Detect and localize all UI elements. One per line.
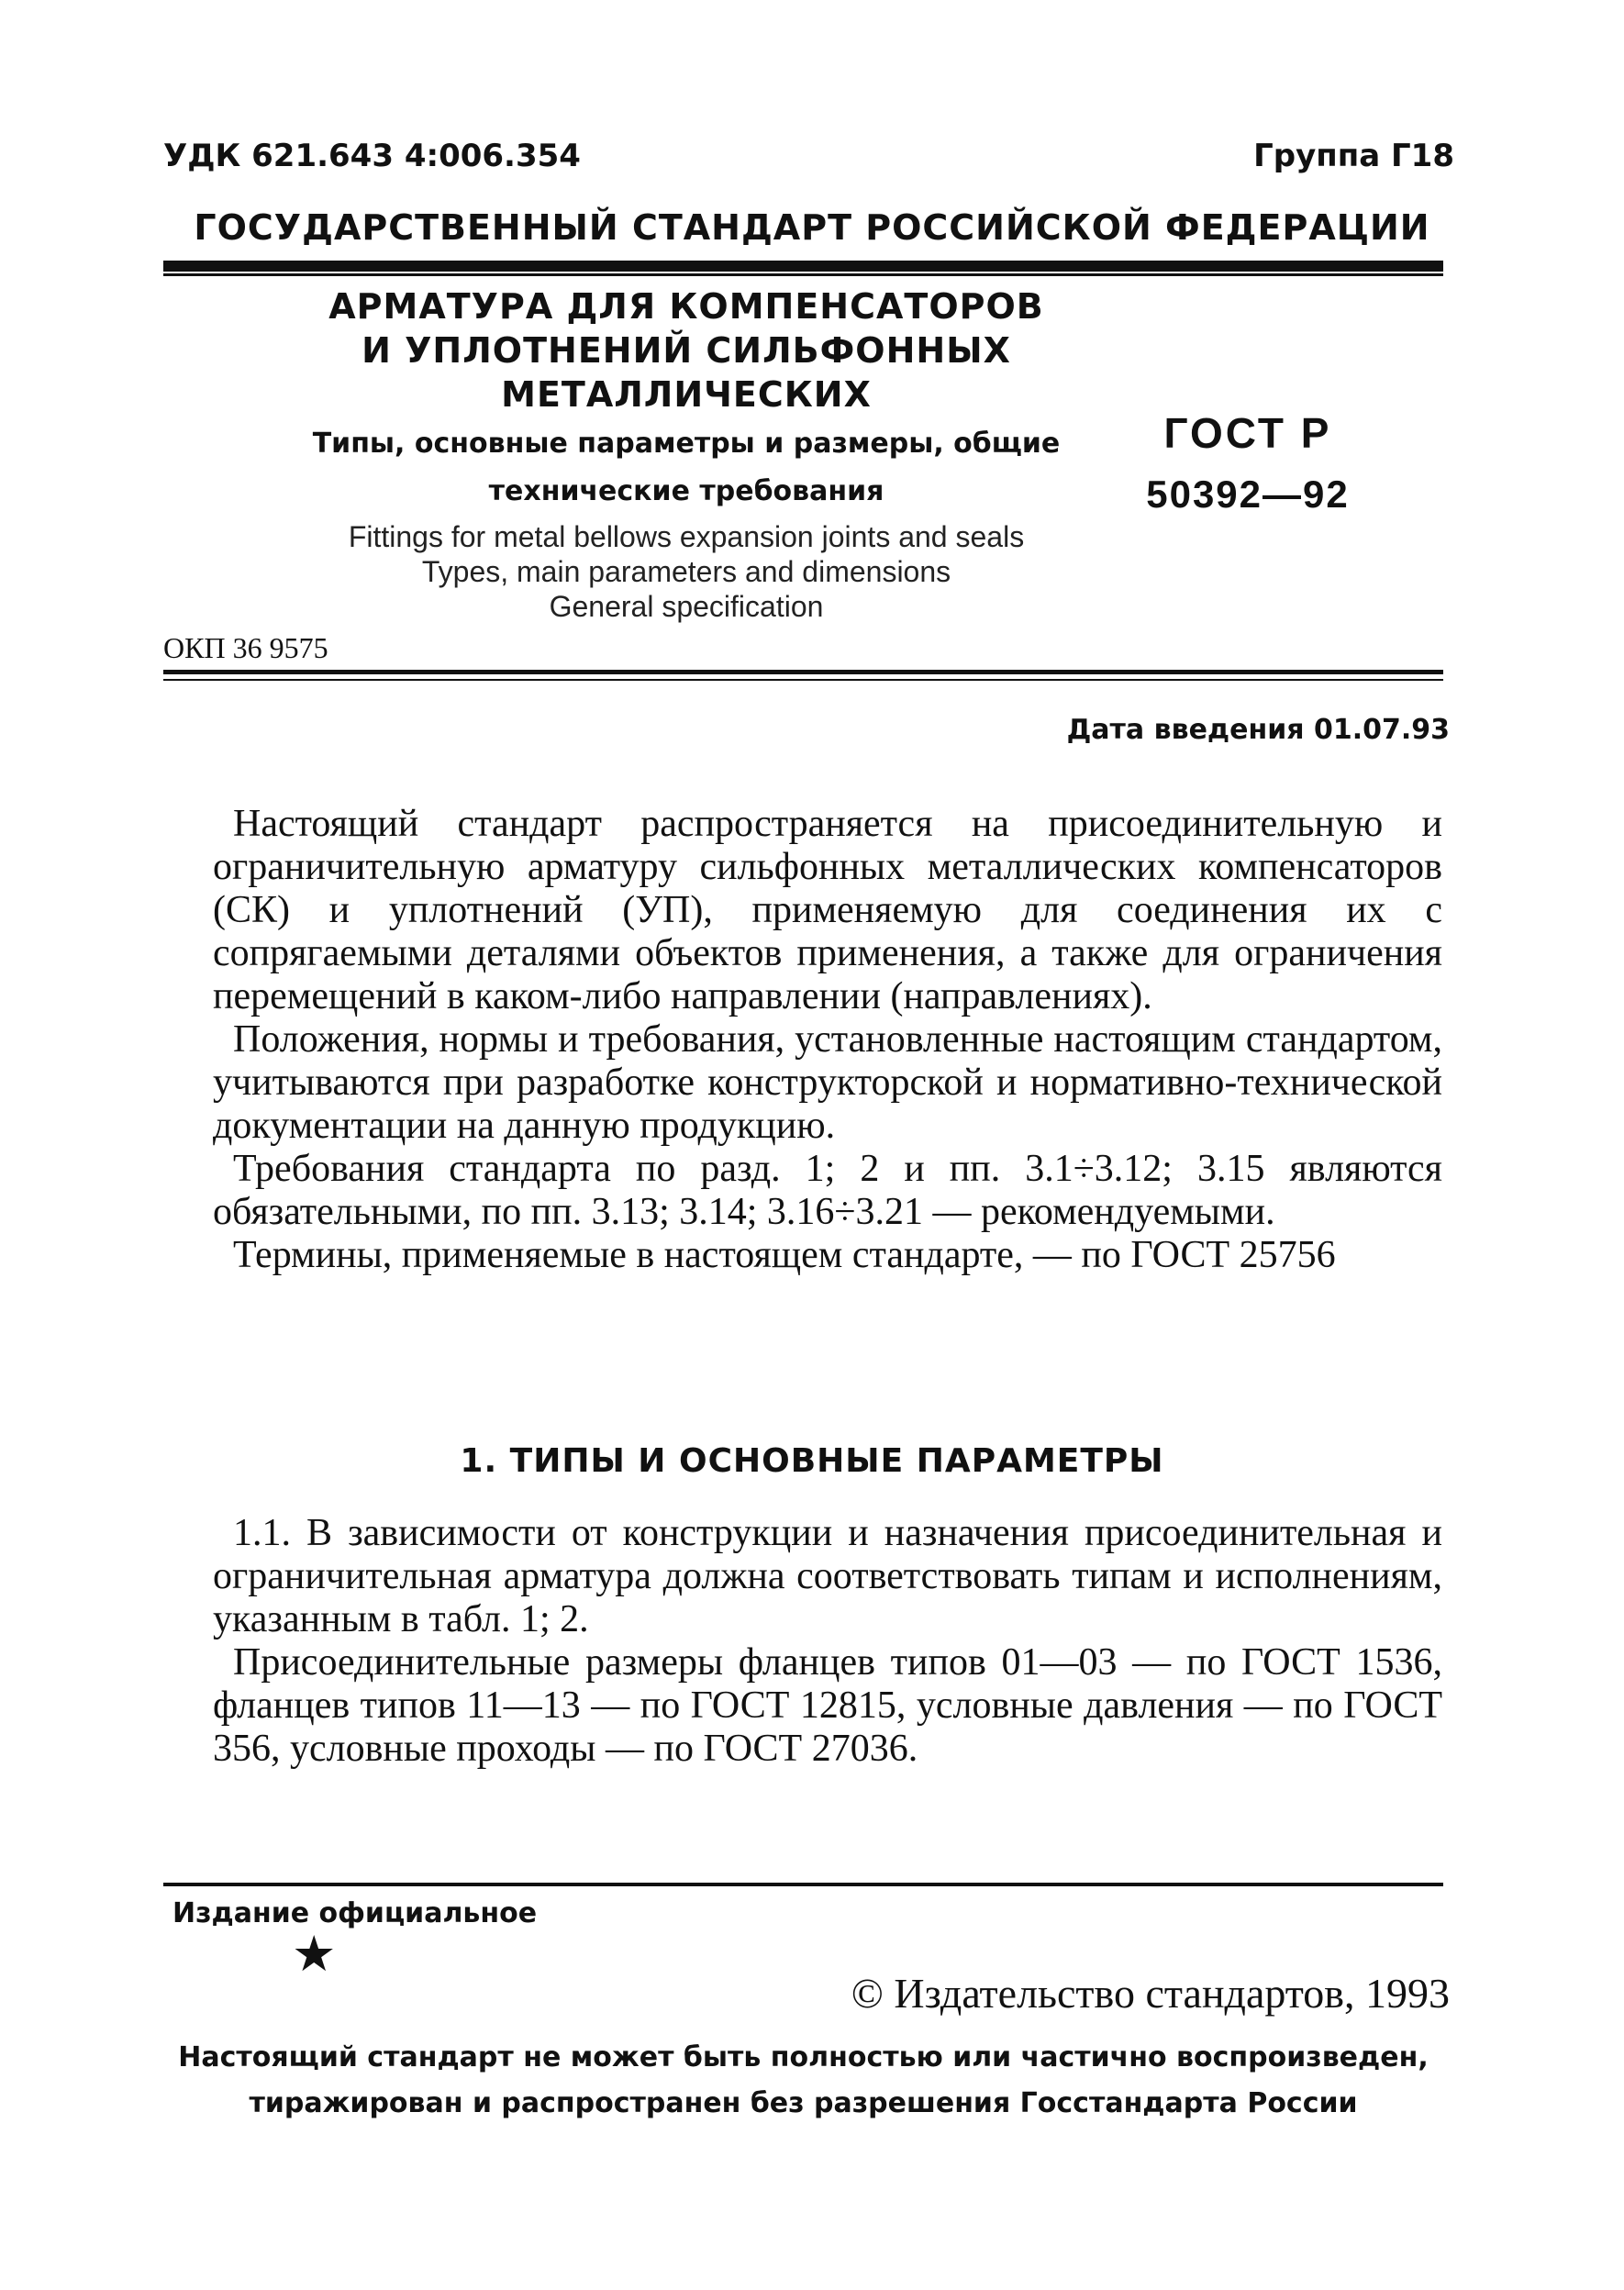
- english-title: [163, 519, 1209, 624]
- intro-text: [213, 803, 1442, 1277]
- document-title: [163, 284, 1209, 417]
- introduction-date: Дата введения 01.07.93: [1066, 714, 1450, 746]
- title-line-2: И УПЛОТНЕНИЙ СИЛЬФОННЫХ: [362, 330, 1011, 371]
- paragraph-requirements: Требования стандарта по разд. 1; 2 и пп. 3.1÷3.12; 3.15 являются обязательными, по пп. 3.13; 3.14; 3.16÷3.21 — рекомендуемыми.: [213, 1148, 1442, 1233]
- gost-number: 50392—92: [1146, 472, 1350, 516]
- star-icon: ★: [292, 1927, 337, 1982]
- english-line-3: General specification: [549, 590, 824, 623]
- section-heading: 1. ТИПЫ И ОСНОВНЫЕ ПАРАМЕТРЫ: [460, 1442, 1164, 1480]
- official-edition: Издание официальное: [172, 1897, 538, 1929]
- paragraph-1-1: 1.1. В зависимости от конструкции и назначения присоединительная и ограничительная арматура должна соответствовать типам и исполнениям, указанным в табл. 1; 2.: [213, 1512, 1442, 1640]
- okp-code: ОКП 36 9575: [163, 631, 328, 664]
- header-rule-thin: [163, 273, 1443, 276]
- english-line-1: Fittings for metal bellows expansion joints and seals: [348, 520, 1025, 553]
- paragraph-provisions: Положения, нормы и требования, установленные настоящим стандартом, учитываются при разработке конструкторской и нормативно-технической документации на данную продукцию.: [213, 1018, 1442, 1147]
- title-line-1: АРМАТУРА ДЛЯ КОМПЕНСАТОРОВ: [328, 286, 1044, 327]
- subtitle-line-1: Типы, основные параметры и размеры, общие: [312, 428, 1061, 460]
- copyright: © Издательство стандартов, 1993: [851, 1970, 1450, 2017]
- title-rule-thin: [163, 679, 1443, 681]
- group-code: Группа Г18: [1253, 138, 1454, 174]
- paragraph-scope: Настоящий стандарт распространяется на присоединительную и ограничительную арматуру сильфонных металлических компенсаторов (СК) и уплотнений (УП), применяемую для соединения их с сопрягаемыми деталями объектов применения, а также для ограничения перемещений в каком-либо направлении (направлениях).: [213, 803, 1442, 1017]
- english-line-2: Types, main parameters and dimensions: [421, 555, 951, 588]
- notice-line-1: Настоящий стандарт не может быть полностью или частично воспроизведен,: [178, 2041, 1429, 2073]
- title-rule-thick: [163, 670, 1443, 674]
- title-line-3: МЕТАЛЛИЧЕСКИХ: [501, 374, 872, 415]
- paragraph-terms: Термины, применяемые в настоящем стандарте, — по ГОСТ 25756: [233, 1234, 1336, 1276]
- paragraph-dimensions: Присоединительные размеры фланцев типов 01—03 — по ГОСТ 1536, фланцев типов 11—13 — по ГОСТ 12815, условные давления — по ГОСТ 356, условные проходы — по ГОСТ 27036.: [213, 1641, 1442, 1770]
- header-rule-thick: [163, 261, 1443, 272]
- section-text: [213, 1512, 1442, 1771]
- notice-line-2: тиражирован и распространен без разрешения Госстандарта России: [249, 2087, 1358, 2119]
- reproduction-notice: [163, 2035, 1443, 2127]
- state-standard-title: ГОСУДАРСТВЕННЫЙ СТАНДАРТ РОССИЙСКОЙ ФЕДЕРАЦИИ: [194, 207, 1430, 248]
- subtitle-line-2: технические требования: [488, 475, 884, 507]
- document-subtitle: [163, 420, 1209, 516]
- gost-label: ГОСТ Р: [1163, 409, 1332, 457]
- udk-code: УДК 621.643 4:006.354: [163, 138, 581, 174]
- footer-rule: [163, 1883, 1443, 1886]
